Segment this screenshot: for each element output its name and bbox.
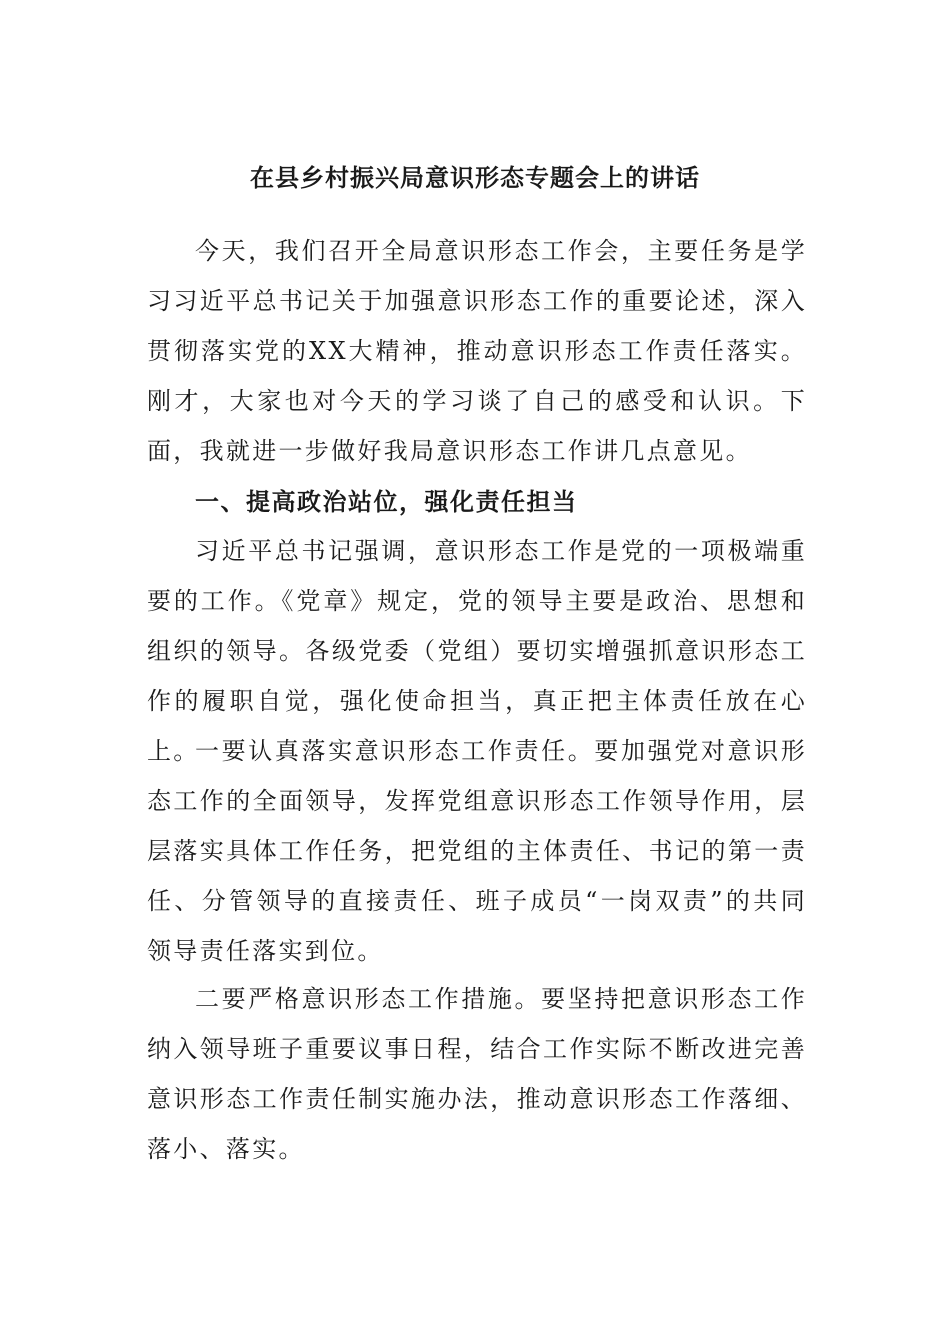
intro-paragraph: 今天，我们召开全局意识形态工作会，主要任务是学习习近平总书记关于加强意识形态工作的重要论述，深入贯彻落实党的XX大精神，推动意识形态工作责任落实。刚才，大家也对今天的学习谈了自己的感受和认识。下面，我就进一步做好我局意识形态工作讲几点意见。 bbox=[147, 237, 807, 465]
body-paragraph: 习近平总书记强调，意识形态工作是党的一项极端重要的工作。《党章》规定，党的领导主要是政治、思想和组织的领导。各级党委（党组）要切实增强抓意识形态工作的履职自觉，强化使命担当，真正把主体责任放在心上。 bbox=[147, 537, 807, 765]
body-paragraph: 二要严格意识形态工作措施。要坚持把意识形态工作纳入领导班子重要议事日程，结合工作实际不断改进完善意识形态工作责任制实施办法，推动意识形态工作落细、落小、落实。 bbox=[147, 985, 807, 1163]
body-paragraph: 一要认真落实意识形态工作责任。要加强党对意识形态工作的全面领导，发挥党组意识形态工作领导作用，层层落实具体工作任务，把党组的主体责任、书记的第一责任、分管领导的直接责任、班子成员“一岗双责”的共同领导责任落实到位。 bbox=[147, 737, 807, 965]
document-title: 在县乡村振兴局意识形态专题会上的讲话 bbox=[250, 164, 700, 192]
section-heading: 一、提高政治站位，强化责任担当 bbox=[195, 488, 578, 516]
